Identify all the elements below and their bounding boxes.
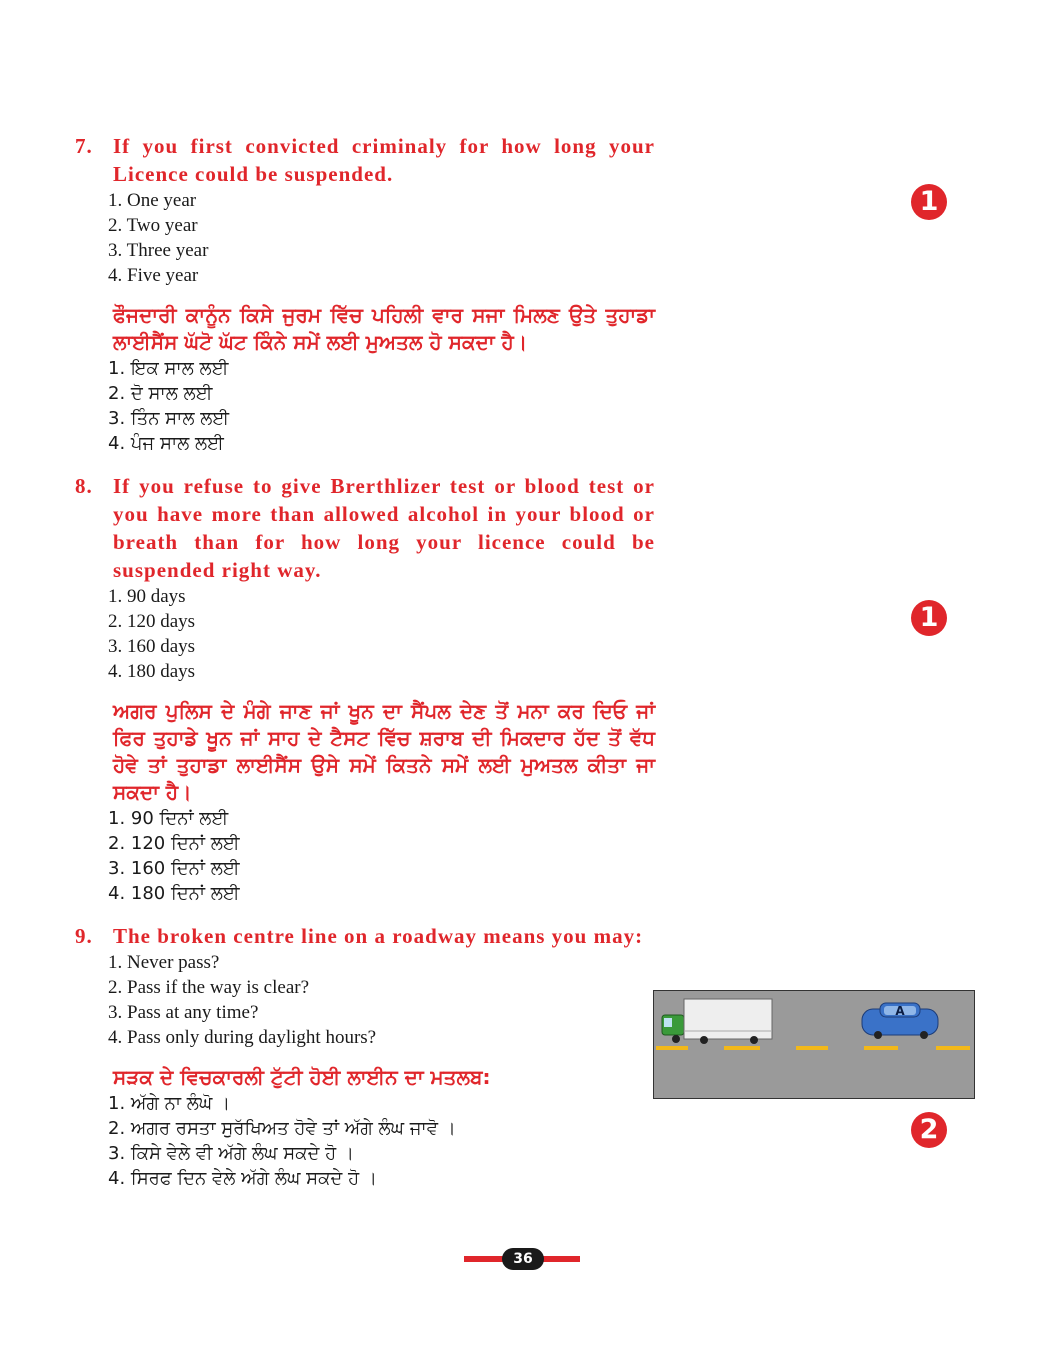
english-options — [75, 950, 655, 1050]
option: 3. ਤਿੰਨ ਸਾਲ ਲਈ — [108, 408, 230, 429]
question-text: If you first convicted criminaly for how long your Licence could be suspended. — [113, 134, 655, 186]
option: 1. Never pass? — [108, 952, 220, 973]
punjabi-options — [75, 1091, 655, 1191]
punjabi-options — [75, 806, 655, 906]
punjabi-question-text: ਫੌਜਦਾਰੀ ਕਾਨੂੰਨ ਕਿਸੇ ਜੁਰਮ ਵਿੱਚ ਪਹਿਲੀ ਵਾਰ ਸਜਾ ਮਿਲਣ ਉਤੇ ਤੁਹਾਡਾ ਲਾਈਸੈਂਸ ਘੱਟੋ ਘੱਟ ਕਿੰਨੇ ਸਮੇਂ ਲਈ ਮੁਅਤਲ ਹੋ ਸਕਦਾ ਹੈ। — [113, 303, 655, 354]
road-illustration — [653, 990, 975, 1099]
car-label: A — [895, 1004, 905, 1018]
option: 1. ਅੱਗੇ ਨਾ ਲੰਘੋ । — [108, 1093, 231, 1114]
option: 1. 90 days — [108, 586, 186, 607]
option: 2. Pass if the way is clear? — [108, 977, 310, 998]
question-9-heading — [75, 922, 655, 950]
option: 2. ਅਗਰ ਰਸਤਾ ਸੁਰੱਖਿਅਤ ਹੋਵੇ ਤਾਂ ਅੱਗੇ ਲੰਘ ਜਾਵੋ । — [108, 1118, 456, 1139]
english-options — [75, 188, 655, 288]
option: 2. 120 days — [108, 611, 196, 632]
option: 3. ਕਿਸੇ ਵੇਲੇ ਵੀ ਅੱਗੇ ਲੰਘ ਸਕਦੇ ਹੋ । — [108, 1143, 355, 1164]
question-number: 9. — [75, 924, 93, 948]
punjabi-question-text: ਅਗਰ ਪੁਲਿਸ ਦੇ ਮੰਗੇ ਜਾਣ ਜਾਂ ਖੂਨ ਦਾ ਸੈਂਪਲ ਦੇਣ ਤੋਂ ਮਨਾ ਕਰ ਦਿਓ ਜਾਂ ਫਿਰ ਤੁਹਾਡੇ ਖੂਨ ਜਾਂ ਸਾਹ ਦੇ ਟੈਸਟ ਵਿੱਚ ਸ਼ਰਾਬ ਦੀ ਮਿਕਦਾਰ ਹੱਦ ਤੋਂ ਵੱਧ ਹੋਵੇ ਤਾਂ ਤੁਹਾਡਾ ਲਾਈਸੈਂਸ ਉਸੇ ਸਮੇਂ ਕਿਤਨੇ ਸਮੇਂ ਲਈ ਮੁਅਤਲ ਕੀਤਾ ਜਾ ਸਕਦਾ ਹੈ। — [113, 699, 655, 804]
option: 4. Five year — [108, 265, 199, 286]
option: 2. 120 ਦਿਨਾਂ ਲਈ — [108, 833, 240, 854]
option: 2. Two year — [108, 215, 198, 236]
english-options — [75, 584, 655, 684]
option: 4. Pass only during daylight hours? — [108, 1027, 377, 1048]
answer-badge-9: 2 — [911, 1112, 947, 1148]
option: 3. Pass at any time? — [108, 1002, 259, 1023]
question-7-heading — [75, 132, 655, 188]
option: 2. ਦੋ ਸਾਲ ਲਈ — [108, 383, 213, 404]
question-text: If you refuse to give Brerthlizer test or blood test or you have more than allowed alcohol in your blood or breath than for how long your licence could be suspended right way. — [113, 474, 655, 582]
answer-badge-8: 1 — [911, 600, 947, 636]
option: 1. ਇਕ ਸਾਲ ਲਈ — [108, 358, 229, 379]
option: 4. 180 ਦਿਨਾਂ ਲਈ — [108, 883, 240, 904]
question-number: 7. — [75, 134, 93, 158]
page-number: 36 — [502, 1248, 544, 1270]
question-9 — [75, 922, 655, 1191]
punjabi-question-text: ਸੜਕ ਦੇ ਵਿਚਕਾਰਲੀ ਟੁੱਟੀ ਹੋਈ ਲਾਈਨ ਦਾ ਮਤਲਬ: — [113, 1065, 491, 1089]
question-8-heading — [75, 472, 655, 584]
option: 3. 160 days — [108, 636, 196, 657]
answer-badge-7: 1 — [911, 184, 947, 220]
question-number: 8. — [75, 474, 93, 498]
option: 1. One year — [108, 190, 197, 211]
road-scene — [654, 991, 974, 1098]
option: 4. ਪੰਜ ਸਾਲ ਲਈ — [108, 433, 224, 454]
option: 4. ਸਿਰਫ ਦਿਨ ਵੇਲੇ ਅੱਗੇ ਲੰਘ ਸਕਦੇ ਹੋ । — [108, 1168, 377, 1189]
question-8 — [75, 472, 655, 906]
option: 4. 180 days — [108, 661, 196, 682]
page-number-bar-right — [542, 1256, 580, 1262]
option: 1. 90 ਦਿਨਾਂ ਲਈ — [108, 808, 229, 829]
question-text: The broken centre line on a roadway means you may: — [113, 924, 644, 948]
punjabi-options — [75, 356, 655, 456]
page-number-bar-left — [464, 1256, 504, 1262]
option: 3. Three year — [108, 240, 209, 261]
option: 3. 160 ਦਿਨਾਂ ਲਈ — [108, 858, 240, 879]
question-7 — [75, 132, 655, 456]
